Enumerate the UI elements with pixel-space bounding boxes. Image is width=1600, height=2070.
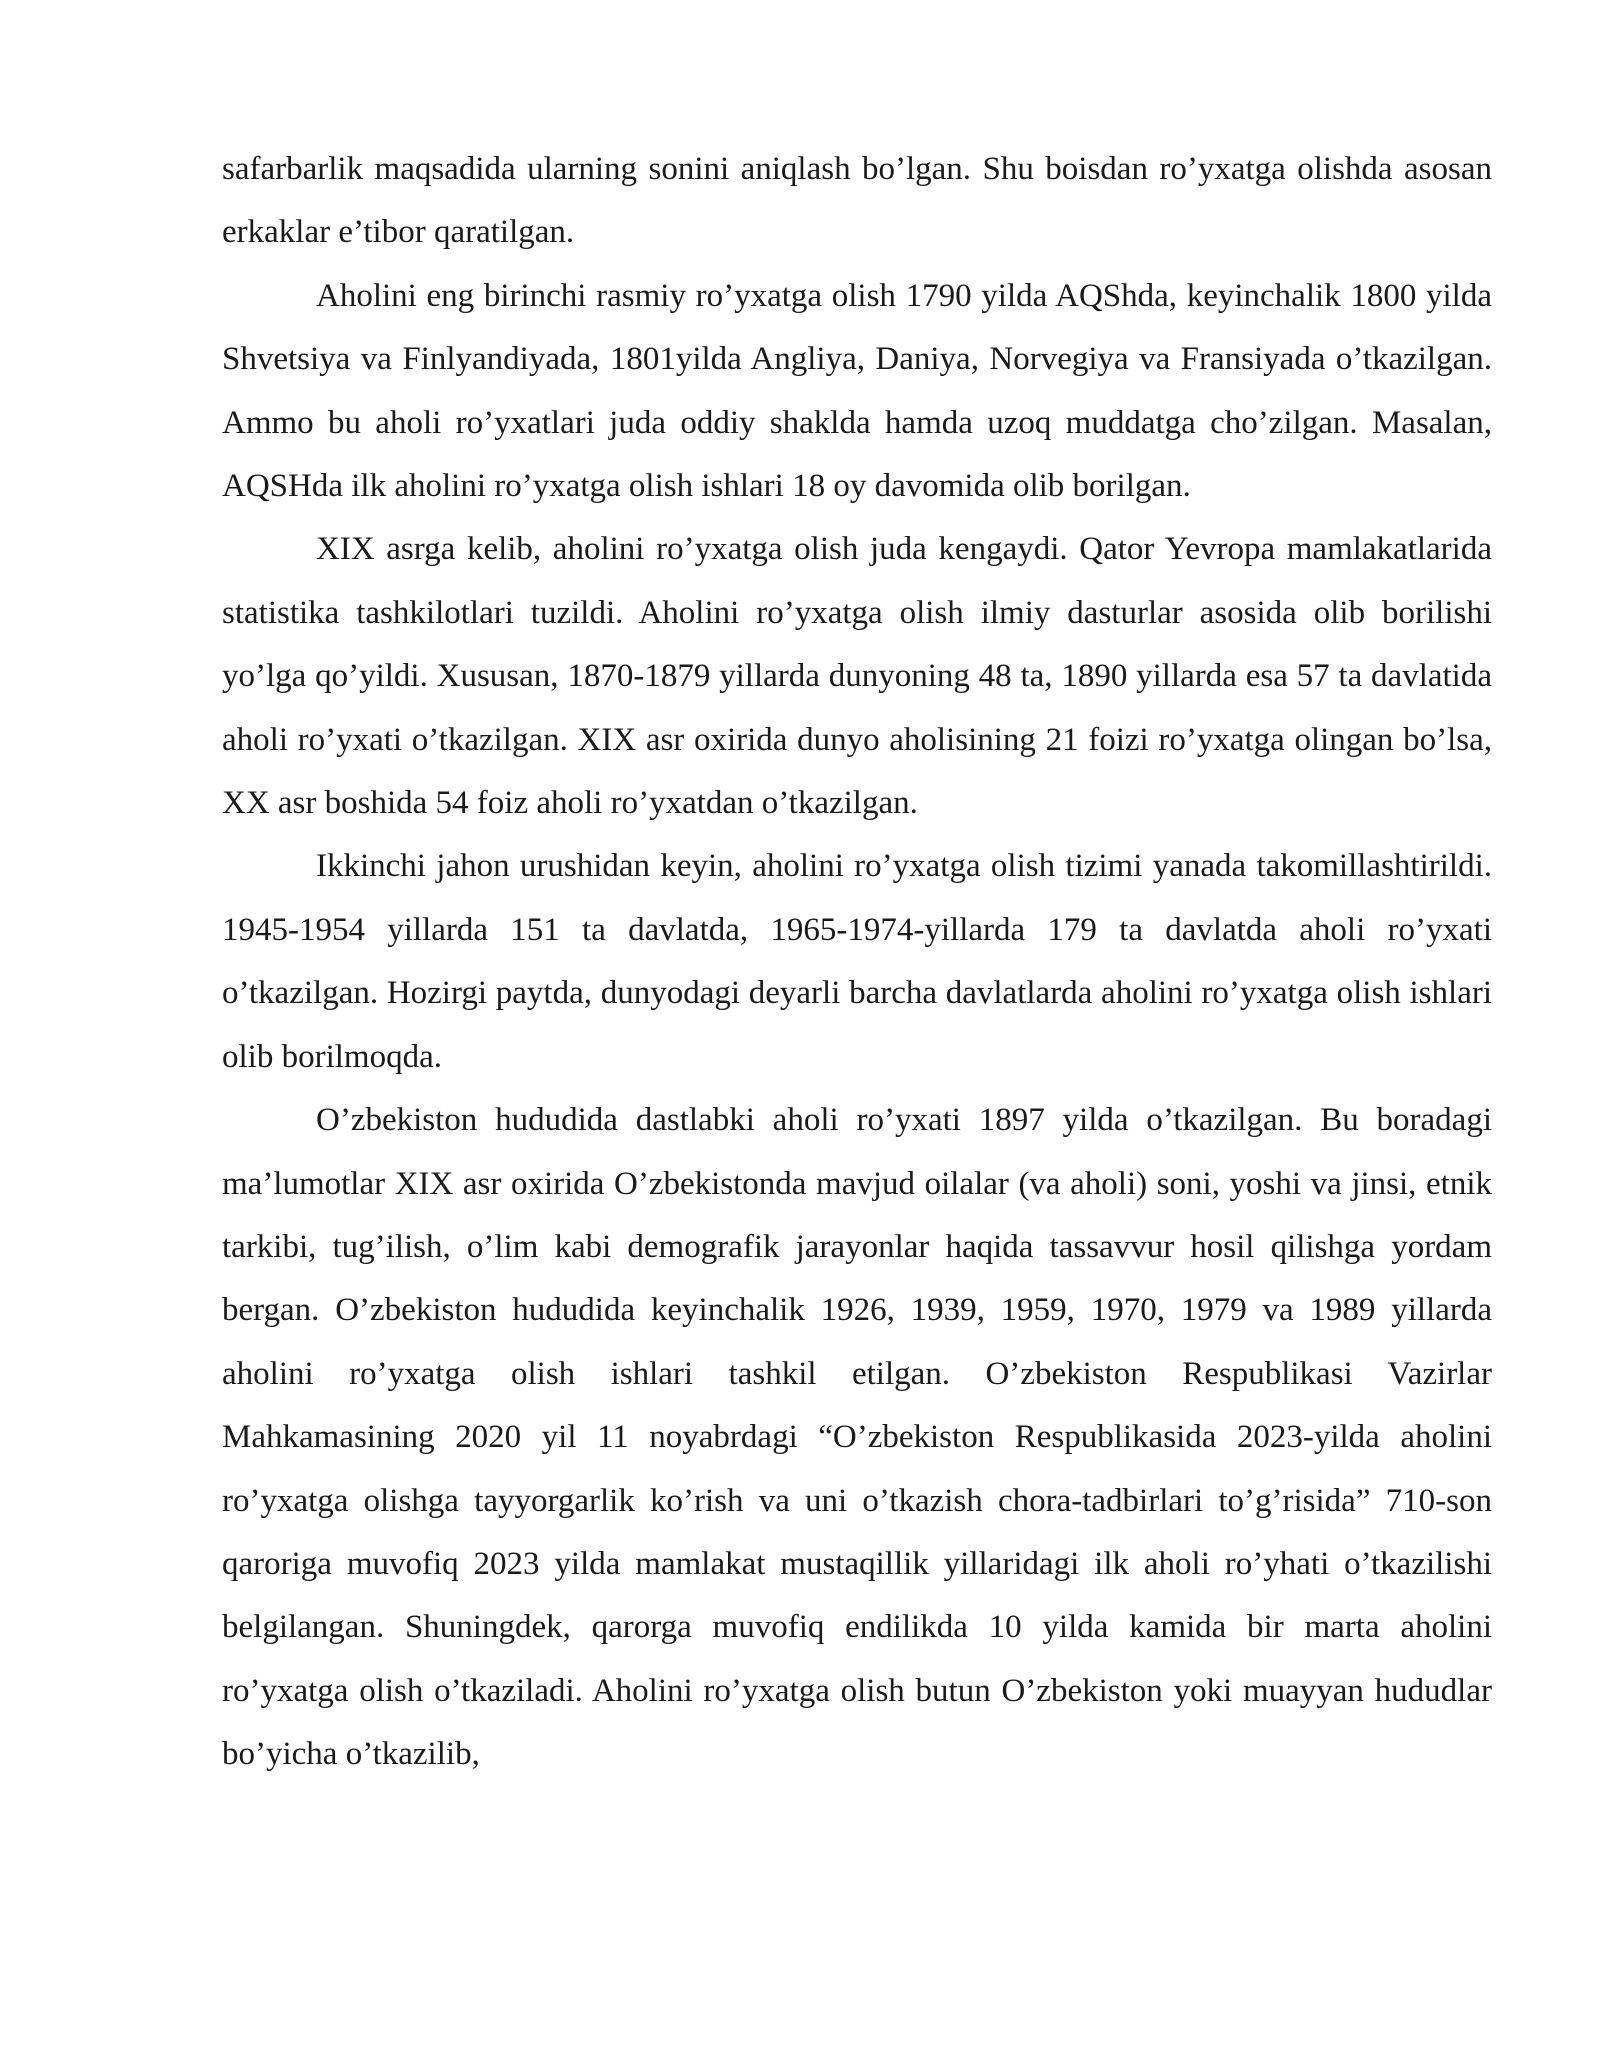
paragraph-post-war: Ikkinchi jahon urushidan keyin, aholini ro’yxatga olish tizimi yanada takomillashtirildi. 1945-1954 yillarda 151 ta davlatda, 1965-1974-yillarda 179 ta davlatda aholi ro’yxati o’tkazilgan. Hozirgi paytda, dunyodagi deyarli barcha davlatlarda aholini ro’yxatga olish ishlari olib borilmoqda. xyxy=(222,848,1492,1075)
paragraph-continued: safarbarlik maqsadida ularning sonini aniqlash bo’lgan. Shu boisdan ro’yxatga olishda asosan erkaklar e’tibor qaratilgan. xyxy=(222,151,1492,251)
paragraph-uzbekistan: O’zbekiston hududida dastlabki aholi ro’yxati 1897 yilda o’tkazilgan. Bu boradagi ma’lumotlar XIX asr oxirida O’zbekistonda mavjud oilalar (va aholi) soni, yoshi va jinsi, etnik tarkibi, tug’ilish, o’lim kabi demografik jarayonlar haqida tassavvur hosil qilishga yordam bergan. O’zbekiston hududida keyinchalik 1926, 1939, 1959, 1970, 1979 va 1989 yillarda aholini ro’yxatga olish ishlari tashkil etilgan. O’zbekiston Respublikasi Vazirlar Mahkamasining 2020 yil 11 noyabrdagi “O’zbekiston Respublikasida 2023-yilda aholini ro’yxatga olishga tayyorgarlik ko’rish va uni o’tkazish chora-tadbirlari to’g’risida” 710-son qaroriga muvofiq 2023 yilda mamlakat mustaqillik yillaridagi ilk aholi ro’yhati o’tkazilishi belgilangan. Shuningdek, qarorga muvofiq endilikda 10 yilda kamida bir marta aholini ro’yxatga olish o’tkaziladi. Aholini ro’yxatga olish butun O’zbekiston yoki muayyan hududlar bo’yicha o’tkazilib, xyxy=(222,1102,1492,1773)
document-page xyxy=(222,138,1492,1787)
paragraph-19th-century: XIX asrga kelib, aholini ro’yxatga olish juda kengaydi. Qator Yevropa mamlakatlarida statistika tashkilotlari tuzildi. Aholini ro’yxatga olish ilmiy dasturlar asosida olib borilishi yo’lga qo’yildi. Xususan, 1870-1879 yillarda dunyoning 48 ta, 1890 yillarda esa 57 ta davlatida aholi ro’yxati o’tkazilgan. XIX asr oxirida dunyo aholisining 21 foizi ro’yxatga olingan bo’lsa, XX asr boshida 54 foiz aholi ro’yxatdan o’tkazilgan. xyxy=(222,531,1492,822)
paragraph-first-censuses: Aholini eng birinchi rasmiy ro’yxatga olish 1790 yilda AQShda, keyinchalik 1800 yilda Shvetsiya va Finlyandiyada, 1801yilda Angliya, Daniya, Norvegiya va Fransiyada o’tkazilgan. Ammo bu aholi ro’yxatlari juda oddiy shaklda hamda uzoq muddatga cho’zilgan. Masalan, AQSHda ilk aholini ro’yxatga olish ishlari 18 oy davomida olib borilgan. xyxy=(222,277,1492,505)
